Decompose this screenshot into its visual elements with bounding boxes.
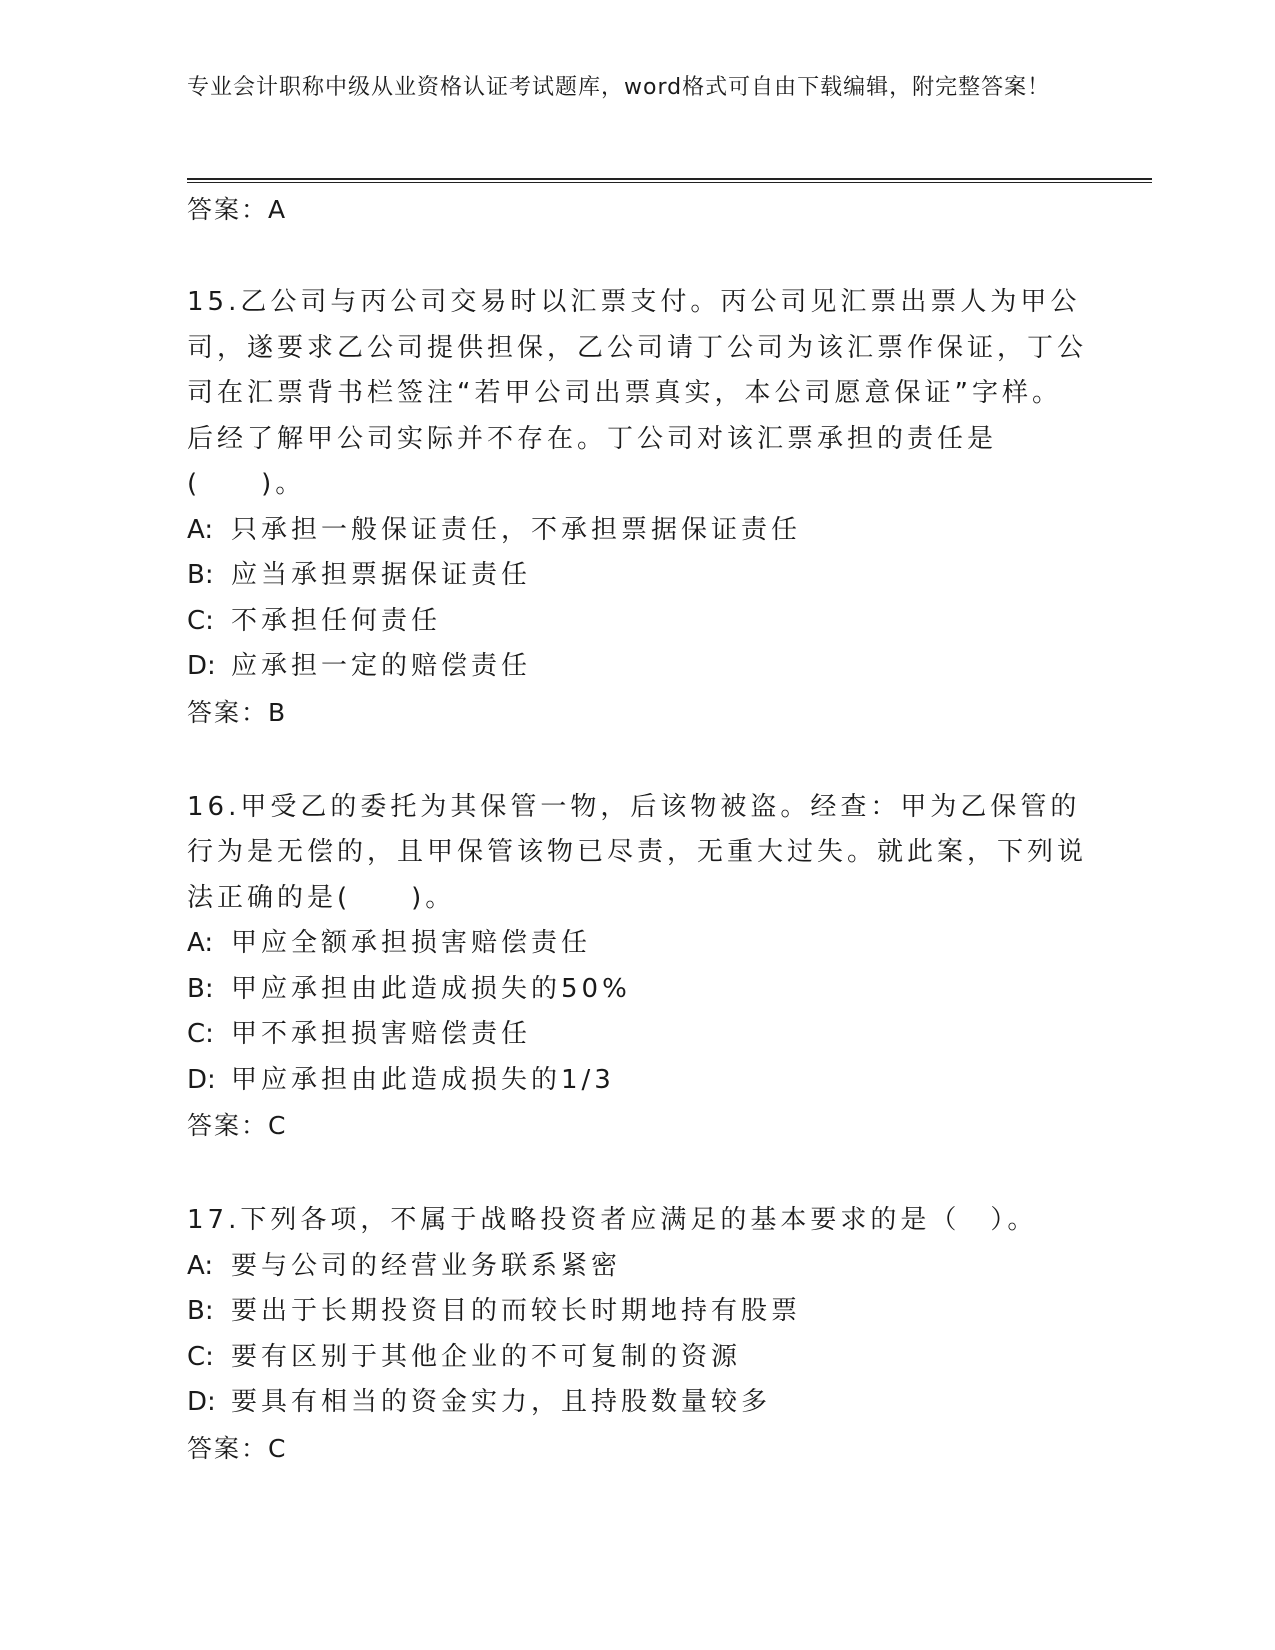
question-answer: 答案：C <box>187 1433 288 1463</box>
option-b <box>187 553 1087 599</box>
previous-answer: 答案：A <box>187 195 288 224</box>
question-text: 17.下列各项，不属于战略投资者应满足的基本要求的是（ ）。 <box>187 1205 1038 1235</box>
option-c <box>187 1335 1087 1381</box>
option-text: 甲应承担由此造成损失的1/3 <box>231 1064 615 1095</box>
option-text: 甲应承担由此造成损失的50% <box>231 973 631 1004</box>
option-letter: D: <box>187 1387 216 1417</box>
option-letter: A: <box>187 1250 214 1281</box>
option-c <box>187 599 1087 645</box>
option-text: 要出于长期投资目的而较长时期地持有股票 <box>231 1296 802 1326</box>
option-letter: A: <box>187 514 214 545</box>
option-text: 要有区别于其他企业的不可复制的资源 <box>231 1341 742 1372</box>
option-text: 甲应全额承担损害赔偿责任 <box>231 928 592 958</box>
page-header <box>187 72 1067 104</box>
document-body <box>187 190 1087 1471</box>
option-d <box>187 644 1087 690</box>
option-letter: B: <box>187 973 214 1004</box>
option-letter: D: <box>187 1064 216 1095</box>
option-text: 要具有相当的资金实力，且持股数量较多 <box>231 1387 772 1417</box>
option-letter: A: <box>187 928 214 958</box>
option-b <box>187 1289 1087 1335</box>
option-letter: C: <box>187 1019 214 1049</box>
option-a <box>187 921 1087 967</box>
question-16 <box>187 785 1087 1149</box>
option-text: 只承担一般保证责任，不承担票据保证责任 <box>231 514 802 545</box>
option-a <box>187 1244 1087 1290</box>
option-b <box>187 967 1087 1013</box>
option-letter: B: <box>187 560 214 590</box>
option-text: 甲不承担损害赔偿责任 <box>231 1019 532 1049</box>
option-letter: B: <box>187 1296 214 1326</box>
option-letter: C: <box>187 605 214 636</box>
question-text: 15.乙公司与丙公司交易时以汇票支付。丙公司见汇票出票人为甲公司，遂要求乙公司提供担保，乙公司请丁公司为该汇票作保证，丁公司在汇票背书栏签注“若甲公司出票真实，本公司愿意保证”字样。后经了解甲公司实际并不存在。丁公司对该汇票承担的责任是( )。 <box>187 287 1088 499</box>
question-text: 16.甲受乙的委托为其保管一物，后该物被盗。经查：甲为乙保管的行为是无偿的，且甲保管该物已尽责，无重大过失。就此案，下列说法正确的是( )。 <box>187 791 1088 913</box>
option-text: 要与公司的经营业务联系紧密 <box>231 1250 622 1281</box>
option-d <box>187 1058 1087 1104</box>
question-15 <box>187 280 1087 735</box>
question-answer: 答案：C <box>187 1111 288 1140</box>
option-c <box>187 1012 1087 1058</box>
header-text: 专业会计职称中级从业资格认证考试题库，word格式可自由下载编辑，附完整答案！ <box>187 75 1051 100</box>
option-text: 不承担任何责任 <box>231 605 442 636</box>
header-divider <box>187 178 1152 183</box>
option-letter: D: <box>187 651 216 681</box>
option-text: 应当承担票据保证责任 <box>231 560 532 590</box>
option-a <box>187 508 1087 554</box>
question-17 <box>187 1198 1087 1471</box>
option-d <box>187 1380 1087 1426</box>
option-text: 应承担一定的赔偿责任 <box>231 651 532 681</box>
question-answer: 答案：B <box>187 697 288 727</box>
option-letter: C: <box>187 1341 214 1372</box>
